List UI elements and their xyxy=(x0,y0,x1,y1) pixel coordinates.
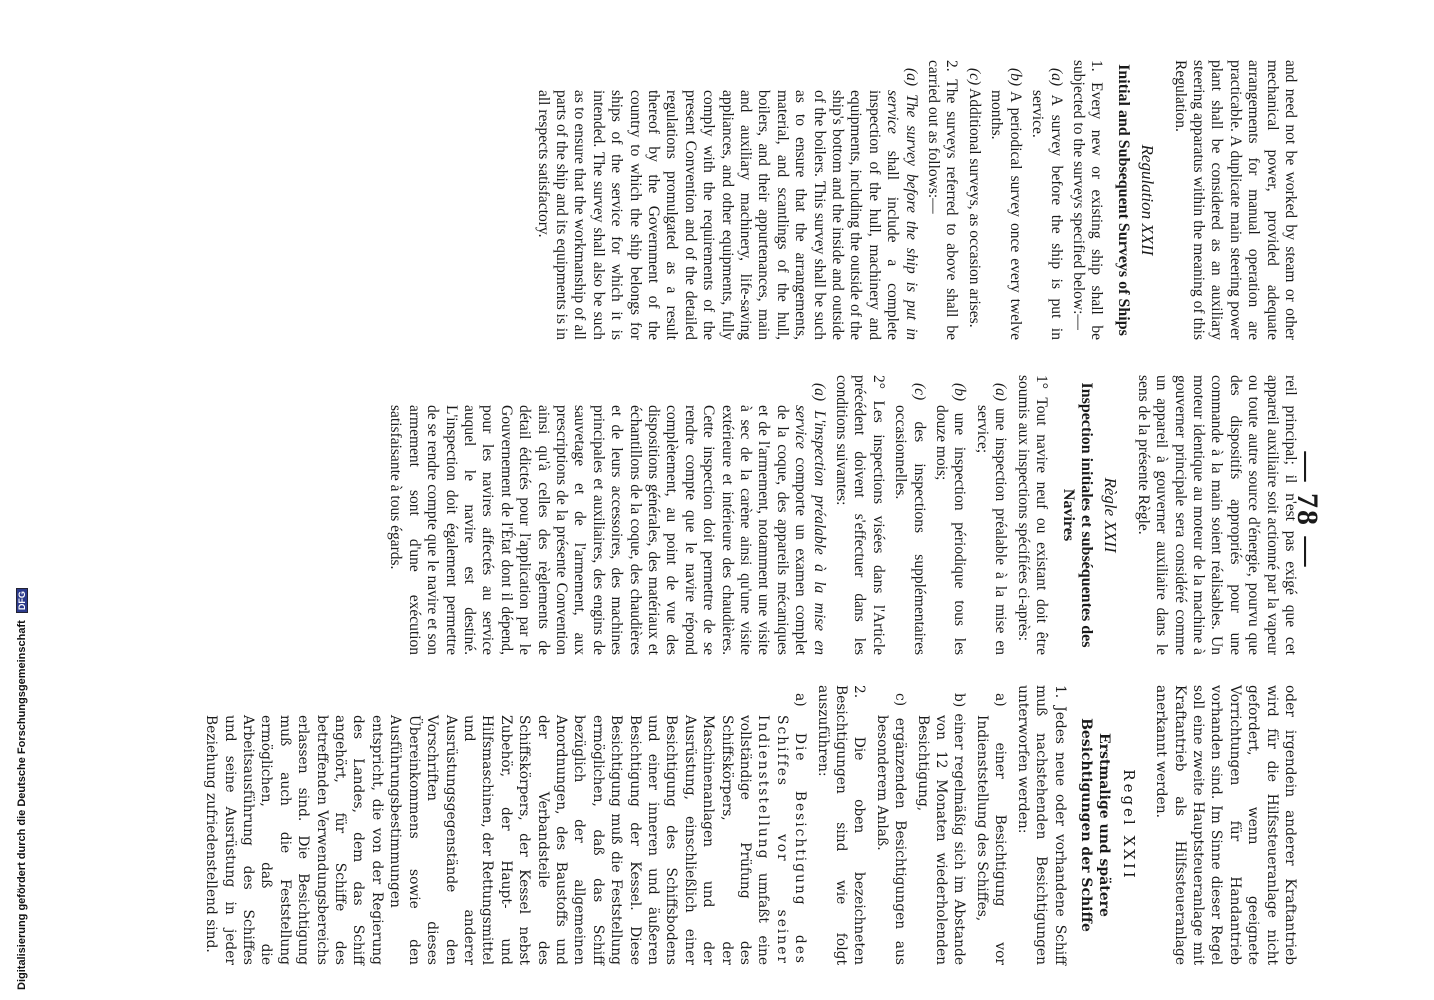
german-item-a: a) einer Besichtigung vor Indienststellung des Schiffes, xyxy=(973,693,1009,965)
french-column xyxy=(382,375,1299,655)
german-item-c: c) ergänzenden Besichtigungen aus besonderem Anlaß. xyxy=(873,693,909,965)
french-item-c: (c) des inspections supplémentaires occasionnelles. xyxy=(892,383,928,656)
english-item-b: (b) A periodical survey once every twelve months. xyxy=(988,68,1024,340)
english-item-a: (a) A survey before the ship is put in service. xyxy=(1029,68,1065,340)
english-para-1: 1. Every new or existing ship shall be subjected to the surveys specified below:— xyxy=(1069,60,1106,340)
french-detail-a: (a) L'inspection préalable à la mise en service comporte un examen complet de la coque, des appareils mécaniques et de l'armement, notamment une visite à sec de la carène ainsi qu'une visite extérieure et intérieure des chaudières. Cette inspection doit permettre de se rendre compte que le navire répond complètement, au point de vue des dispositions générales, des matériaux et échantillons de la coque, des chaudières et de leurs accessoires, des machines principales et auxiliaires, des engins de sauvetage et de l'armement, aux prescriptions de la présente Convention ainsi qu'à celles des règlements de détail édictés pour l'application par le Gouvernement de l'État dont il dépend, pour les navires affectés au service auquel le navire est destiné. L'inspection doit également permettre de se rendre compte que le navire et son armement sont d'une exécution satisfaisante à tous égards. xyxy=(387,383,828,655)
dfg-logo-icon: DFG xyxy=(16,588,28,613)
page-number: — 78 — xyxy=(1291,451,1324,569)
german-para-2: 2. Die oben bezeichneten Besichtigungen sind wie folgt auszuführen: xyxy=(814,685,868,965)
english-regulation-title: Regulation XXII xyxy=(1138,144,1158,256)
french-para-1: 1° Tout navire neuf ou existant doit être soumis aux inspections spécifiées ci-après: xyxy=(1014,375,1051,655)
english-para-2: 2. The surveys referred to above shall be carried out as follows:— xyxy=(925,60,961,340)
german-para-1: 1. Jedes neue oder vorhandene Schiff muß nachstehenden Besichtigungen unterworfen werden: xyxy=(1014,685,1068,965)
english-item-c: (c) Additional surveys, as occasion arises. xyxy=(965,68,983,328)
french-intro: reil principal; il n'est pas exigé que cet appareil auxiliaire soit actionné par la vapeur ou toute autre source d'énergie, pourvu que des dispositifs appropriés pour une commande à la main soient réalisables. Un moteur identique au moteur de la machine à gouverner principale sera considéré comme un appareil à gouverner auxiliaire dans le sens de la présente Règle. xyxy=(1134,375,1299,655)
german-detail-a: a) Die Besichtigung des Schiffes vor seiner Indienststellung umfaßt eine vollständige Prüfung des Schiffskörpers, der Maschinenanlagen und der Ausrüstung, einschließlich einer Besichtigung des Schiffsbodens und einer inneren und äußeren Besichtigung der Kessel. Diese Besichtigung muß die Feststellung ermöglichen, daß das Schiff bezüglich der allgemeinen Anordnungen, des Baustoffs und der Verbandsteile des Schiffskörpers, der Kessel nebst Zubehör, der Haupt- und Hilfsmaschinen, der Rettungsmittel und anderer Ausrüstungsgegenstände den Vorschriften dieses Übereinkommens sowie den Ausführungsbestimmungen entspricht, die von der Regierung des Landes, dem das Schiff angehört, für Schiffe des betreffenden Verwendungsbereichs erlassen sind. Die Besichtigung muß auch die Feststellung ermöglichen, daß die Arbeitsausführung des Schiffes und seine Ausrüstung in jeder Beziehung zufriedenstellend sind. xyxy=(203,693,809,965)
english-column xyxy=(529,60,1299,340)
english-intro: and need not be worked by steam or other mechanical power, provided adequate arrangements for manual operation are practicable. A duplicate main steering power plant shall be considered as an auxiliary steering apparatus within the meaning of this Regulation. xyxy=(1171,60,1299,340)
english-heading: Initial and Subsequent Surveys of Ships xyxy=(1114,64,1132,336)
german-column xyxy=(198,685,1299,965)
german-regulation-title: Regel XXII xyxy=(1119,769,1138,881)
french-item-a: (a) une inspection préalable à la mise en service; xyxy=(973,383,1010,656)
english-detail-a: (a) The survey before the ship is put in service shall include a complete inspection of the hull, machinery and equipments, including the outside of the ship's bottom and the inside and outside of the boilers. This survey shall be such as to ensure that the arrangements, material, and scantlings of the hull, boilers, and their appurtenances, main and auxiliary machinery, life-saving appliances, and other equipments, fully comply with the requirements of the present Convention and of the detailed regulations promulgated as a result thereof by the Government of the country to which the ship belongs for ships of the service for which it is intended. The survey shall also be such as to ensure that the workmanship of all parts of the ship and its equipments is in all respects satisfactory. xyxy=(534,68,920,341)
footer-text: Digitalisierung gefördert durch die Deutsche Forschungsgemeinschaft xyxy=(16,620,28,990)
digitization-footer xyxy=(16,588,28,990)
german-heading: Erstmalige und spätere Besichtigungen der Schiffe xyxy=(1077,718,1113,932)
german-item-b: b) einer regelmäßig sich im Abstande von 12 Monaten wiederholenden Besichtigung, xyxy=(914,693,968,965)
german-intro: oder irgendein anderer Kraftantrieb wird für die Hilfssteueranlage nicht gefordert, wenn geeignete Vorrichtungen für Handantrieb vorhanden sind. Im Sinne dieser Regel soll eine zweite Hauptsteueranlage mit Kraftantrieb als Hilfssteueranlage anerkannt werden. xyxy=(1153,685,1298,965)
french-regulation-title: Règle XXII xyxy=(1101,477,1121,553)
french-item-b: (b) une inspection périodique tous les douze mois; xyxy=(933,383,969,655)
french-para-2: 2° Les inspections visées dans l'Article précédent doivent s'effectuer dans les conditions suivantes: xyxy=(833,375,887,655)
french-heading: Inspection initiales et subséquentes des Navires xyxy=(1059,382,1095,648)
